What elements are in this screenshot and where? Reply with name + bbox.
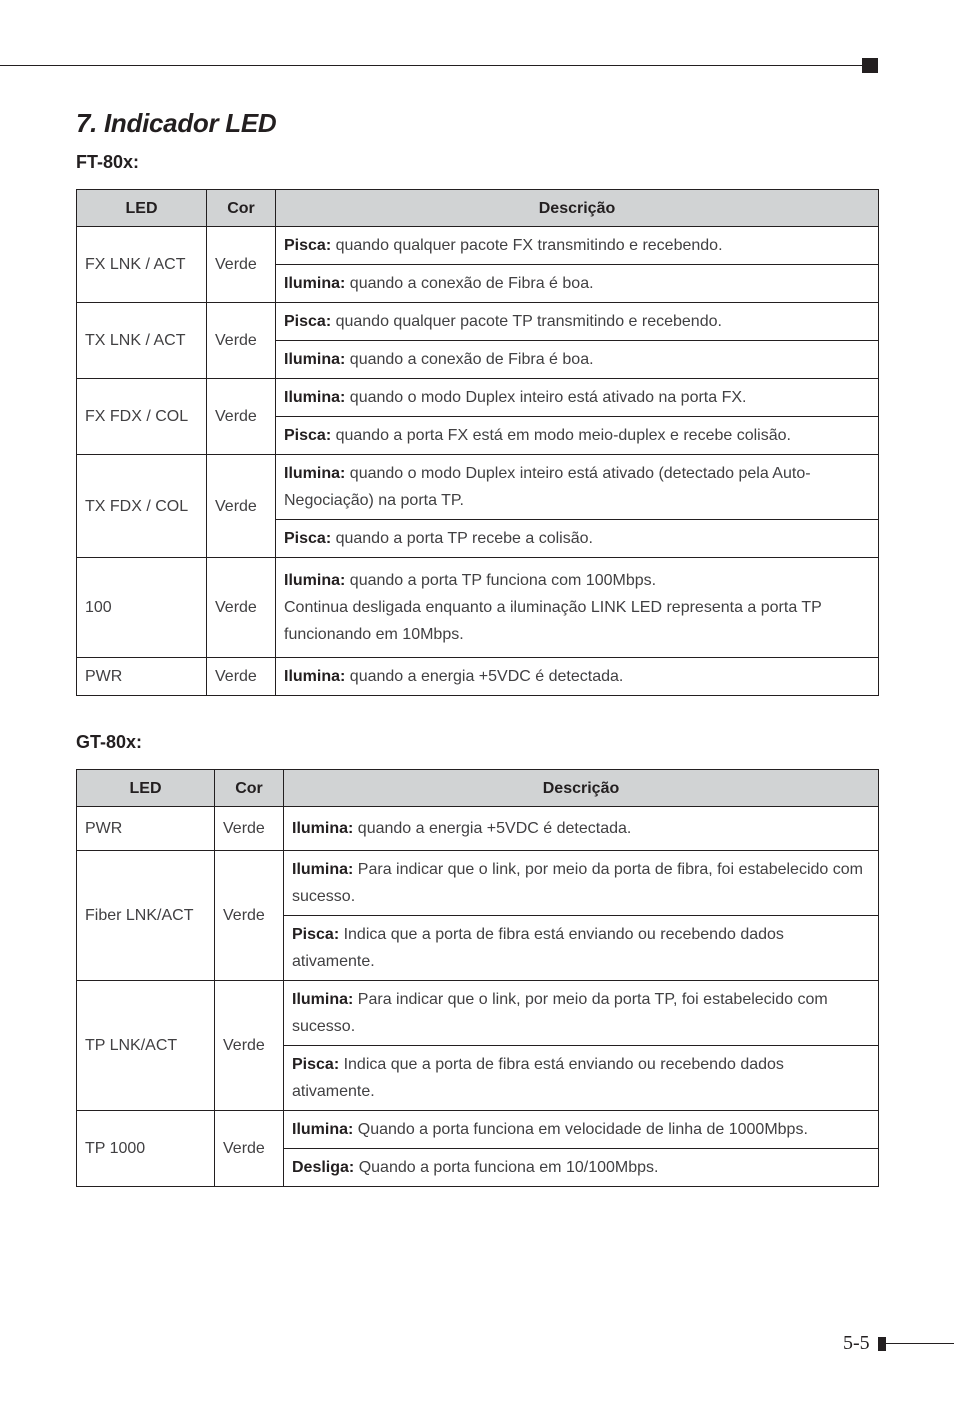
ft-section-heading: FT-80x: <box>76 152 140 172</box>
status-text: quando a conexão de Fibra é boa. <box>345 275 594 292</box>
led-color: Verde <box>207 455 276 558</box>
status-label: Ilumina: <box>284 389 346 406</box>
status-text: Quando a porta funciona em velocidade de linha de 1000Mbps. <box>353 1121 808 1138</box>
status-text: quando a energia +5VDC é detectada. <box>345 668 624 685</box>
status-label: Ilumina: <box>292 1121 354 1138</box>
led-name: TX LNK / ACT <box>77 303 207 379</box>
status-label: Ilumina: <box>284 465 346 482</box>
header-square-marker <box>862 58 878 73</box>
led-name: FX FDX / COL <box>77 379 207 455</box>
gt-section-heading: GT-80x: <box>76 732 143 752</box>
status-text: quando a porta FX está em modo meio-duplex e recebe colisão. <box>331 427 791 444</box>
table-header-row <box>77 190 879 227</box>
led-description <box>276 417 879 455</box>
table-row <box>77 1111 879 1149</box>
footer-rule <box>886 1343 954 1344</box>
led-color: Verde <box>207 658 276 696</box>
table-row <box>77 379 879 417</box>
table-row <box>77 851 879 916</box>
status-text: Para indicar que o link, por meio da porta TP, foi estabelecido com sucesso. <box>292 991 828 1035</box>
status-label: Pisca: <box>292 926 340 943</box>
led-color: Verde <box>207 379 276 455</box>
table-row <box>77 558 879 658</box>
status-text: quando qualquer pacote TP transmitindo e recebendo. <box>331 313 722 330</box>
status-label: Ilumina: <box>284 668 346 685</box>
led-color: Verde <box>215 807 284 851</box>
led-description <box>276 455 879 520</box>
status-label: Pisca: <box>284 237 332 254</box>
status-text: quando a porta TP recebe a colisão. <box>331 530 593 547</box>
status-label: Pisca: <box>292 1056 340 1073</box>
status-text: quando a porta TP funciona com 100Mbps. <box>345 572 657 589</box>
led-name: PWR <box>77 807 215 851</box>
status-label: Ilumina: <box>292 861 354 878</box>
status-label: Ilumina: <box>284 275 346 292</box>
led-name: TP 1000 <box>77 1111 215 1187</box>
status-text: Para indicar que o link, por meio da porta de fibra, foi estabelecido com sucesso. <box>292 861 863 905</box>
header-cor: Cor <box>215 770 284 807</box>
led-description <box>284 807 879 851</box>
led-color: Verde <box>215 851 284 981</box>
header-descricao: Descrição <box>284 770 879 807</box>
led-description <box>276 520 879 558</box>
led-name: 100 <box>77 558 207 658</box>
status-text: Indica que a porta de fibra está enviando ou recebendo dados ativamente. <box>292 926 784 970</box>
status-label: Pisca: <box>284 427 332 444</box>
led-description <box>276 303 879 341</box>
status-label: Ilumina: <box>292 991 354 1008</box>
led-color: Verde <box>215 981 284 1111</box>
status-text: quando qualquer pacote FX transmitindo e recebendo. <box>331 237 723 254</box>
gt-led-table <box>76 769 879 1187</box>
status-label: Ilumina: <box>284 351 346 368</box>
led-description <box>276 558 879 658</box>
table-row <box>77 227 879 265</box>
led-description <box>276 227 879 265</box>
led-color: Verde <box>215 1111 284 1187</box>
status-text: quando a energia +5VDC é detectada. <box>353 820 632 837</box>
led-description <box>276 341 879 379</box>
led-description <box>284 1046 879 1111</box>
led-color: Verde <box>207 303 276 379</box>
table-row <box>77 981 879 1046</box>
led-name: TX FDX / COL <box>77 455 207 558</box>
led-description <box>284 1149 879 1187</box>
status-label: Ilumina: <box>284 572 346 589</box>
header-cor: Cor <box>207 190 276 227</box>
header-descricao: Descrição <box>276 190 879 227</box>
status-text: Indica que a porta de fibra está enviando ou recebendo dados ativamente. <box>292 1056 784 1100</box>
table-row <box>77 455 879 520</box>
led-name: Fiber LNK/ACT <box>77 851 215 981</box>
status-label: Pisca: <box>284 313 332 330</box>
led-description <box>276 379 879 417</box>
table-row <box>77 807 879 851</box>
status-label: Pisca: <box>284 530 332 547</box>
table-row <box>77 303 879 341</box>
led-name: PWR <box>77 658 207 696</box>
status-label: Desliga: <box>292 1159 355 1176</box>
led-name: FX LNK / ACT <box>77 227 207 303</box>
page-number: 5-5 <box>843 1332 870 1354</box>
header-rule <box>0 65 870 66</box>
footer-square-marker <box>878 1337 886 1351</box>
status-label: Ilumina: <box>292 820 354 837</box>
led-description <box>276 658 879 696</box>
status-text: Quando a porta funciona em 10/100Mbps. <box>354 1159 659 1176</box>
table-header-row <box>77 770 879 807</box>
led-description <box>284 851 879 916</box>
header-led: LED <box>77 770 215 807</box>
led-name: TP LNK/ACT <box>77 981 215 1111</box>
status-text: quando o modo Duplex inteiro está ativado (detectado pela Auto-Negociação) na porta TP. <box>284 465 811 509</box>
led-description <box>276 265 879 303</box>
led-description <box>284 981 879 1046</box>
led-description <box>284 916 879 981</box>
status-text: quando o modo Duplex inteiro está ativado na porta FX. <box>345 389 747 406</box>
led-color: Verde <box>207 227 276 303</box>
led-description <box>284 1111 879 1149</box>
table-row <box>77 658 879 696</box>
ft-led-table <box>76 189 879 696</box>
led-color: Verde <box>207 558 276 658</box>
page-title: 7. Indicador LED <box>76 108 277 138</box>
status-text-extra: Continua desligada enquanto a iluminação LINK LED representa a porta TP funcionando em 10Mbps. <box>284 599 822 643</box>
status-text: quando a conexão de Fibra é boa. <box>345 351 594 368</box>
header-led: LED <box>77 190 207 227</box>
